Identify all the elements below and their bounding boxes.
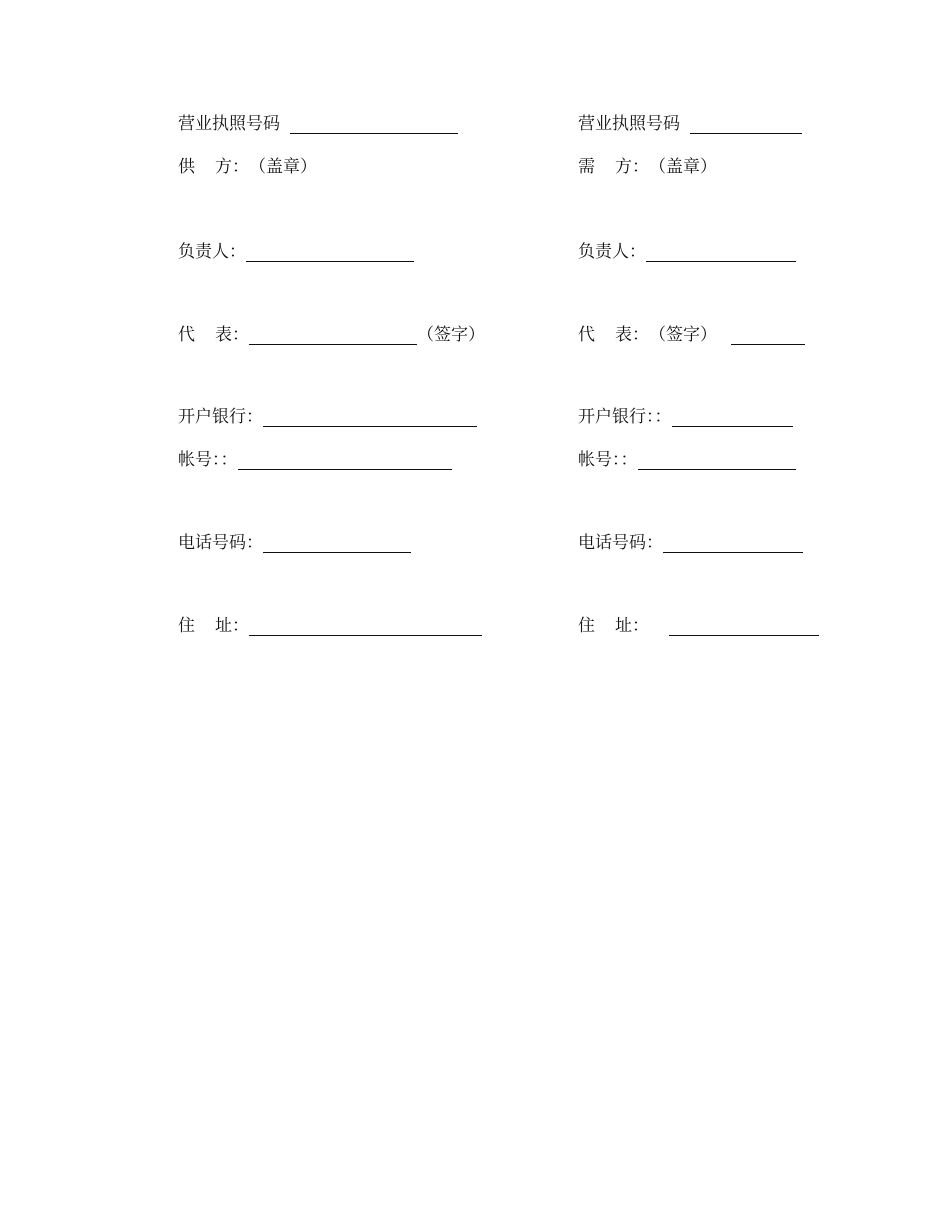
- buyer-address-label-a: 住: [578, 616, 595, 636]
- buyer-account-label: 帐号：：: [578, 450, 638, 470]
- buyer-address-field[interactable]: [669, 617, 819, 636]
- supplier-party-label-b: 方：: [215, 157, 249, 177]
- buyer-rep-label-a: 代: [578, 325, 595, 345]
- supplier-address-label-a: 住: [178, 616, 195, 636]
- buyer-bank-label: 开户银行：：: [578, 407, 672, 427]
- supplier-account-row: [178, 446, 452, 470]
- supplier-account-label: 帐号：：: [178, 450, 238, 470]
- buyer-sign-note: （签字）: [649, 325, 717, 345]
- supplier-seal-note: （盖章）: [249, 157, 317, 177]
- supplier-address-label-b: 址：: [215, 616, 249, 636]
- buyer-party-row: [578, 153, 717, 177]
- buyer-party-label-a: 需: [578, 157, 595, 177]
- buyer-party-label-b: 方：: [615, 157, 649, 177]
- buyer-license-label: 营业执照号码: [578, 114, 680, 134]
- supplier-bank-row: [178, 403, 477, 427]
- buyer-account-field[interactable]: [638, 451, 796, 470]
- buyer-phone-row: [578, 529, 803, 553]
- supplier-responsible-label: 负责人：: [178, 242, 246, 262]
- buyer-rep-label-b: 表：: [615, 325, 649, 345]
- buyer-seal-note: （盖章）: [649, 157, 717, 177]
- supplier-responsible-field[interactable]: [246, 243, 414, 262]
- buyer-phone-field[interactable]: [663, 534, 803, 553]
- supplier-bank-field[interactable]: [263, 408, 477, 427]
- supplier-phone-row: [178, 529, 411, 553]
- supplier-rep-field[interactable]: [249, 326, 417, 345]
- supplier-account-field[interactable]: [238, 451, 452, 470]
- supplier-party-label-a: 供: [178, 157, 195, 177]
- supplier-address-field[interactable]: [249, 617, 482, 636]
- supplier-phone-label: 电话号码：: [178, 533, 263, 553]
- supplier-party-row: [178, 153, 317, 177]
- buyer-license-field[interactable]: [690, 115, 802, 134]
- buyer-address-row: [578, 612, 819, 636]
- buyer-rep-field[interactable]: [731, 326, 805, 345]
- buyer-bank-row: [578, 403, 793, 427]
- supplier-license-row: [178, 110, 458, 134]
- supplier-rep-label-b: 表：: [215, 325, 249, 345]
- supplier-sign-note: （签字）: [417, 325, 485, 345]
- buyer-rep-row: [578, 321, 805, 345]
- supplier-rep-label-a: 代: [178, 325, 195, 345]
- buyer-address-label-b: 址：: [615, 616, 649, 636]
- supplier-rep-row: [178, 321, 485, 345]
- buyer-phone-label: 电话号码：: [578, 533, 663, 553]
- supplier-license-field[interactable]: [290, 115, 458, 134]
- buyer-bank-field[interactable]: [672, 408, 793, 427]
- buyer-account-row: [578, 446, 796, 470]
- buyer-responsible-field[interactable]: [646, 243, 796, 262]
- supplier-address-row: [178, 612, 482, 636]
- buyer-responsible-label: 负责人：: [578, 242, 646, 262]
- supplier-license-label: 营业执照号码: [178, 114, 280, 134]
- supplier-phone-field[interactable]: [263, 534, 411, 553]
- supplier-responsible-row: [178, 238, 414, 262]
- buyer-responsible-row: [578, 238, 796, 262]
- buyer-license-row: [578, 110, 802, 134]
- supplier-bank-label: 开户银行：: [178, 407, 263, 427]
